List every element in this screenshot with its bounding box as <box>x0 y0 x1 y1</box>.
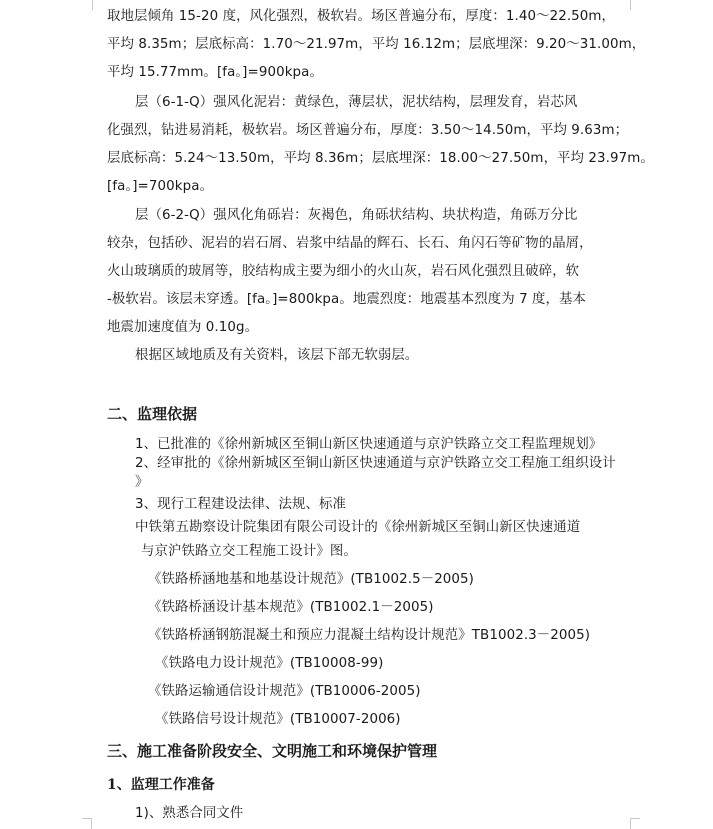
crop-mark-top-left <box>82 0 93 10</box>
paragraph-line: 较杂，包括砂、泥岩的岩石屑、岩浆中结晶的辉石、长石、角闪石等矿物的晶屑， <box>107 236 593 251</box>
crop-mark-bottom-left <box>82 818 92 829</box>
paragraph-line: 层（6-1-Q）强风化泥岩：黄绿色，薄层状，泥状结构，层理发育，岩芯风 <box>135 95 578 110</box>
basis-item: 3、现行工程建设法律、法规、标准 <box>135 497 346 512</box>
paragraph-line: 层底标高：5.24～13.50m，平均 8.36m；层底埋深：18.00～27.50m，平均 23.97m。 <box>107 151 654 166</box>
sub-heading: 1、监理工作准备 <box>107 777 215 793</box>
basis-item: 与京沪铁路立交工程施工设计》图。 <box>141 544 357 559</box>
basis-item: 1、已批准的《徐州新城区至铜山新区快速通道与京沪铁路立交工程监理规划》 <box>135 437 603 452</box>
paragraph-line: 层（6-2-Q）强风化角砾岩：灰褐色，角砾状结构、块状构造，角砾万分比 <box>135 208 578 223</box>
basis-item: 中铁第五勘察设计院集团有限公司设计的《徐州新城区至铜山新区快速通道 <box>135 520 581 535</box>
standard-item: 《铁路桥涵地基和地基设计规范》(TB1002.5－2005) <box>148 572 474 587</box>
basis-item: 》 <box>135 475 149 490</box>
crop-mark-bottom-right <box>630 818 640 829</box>
crop-mark-top-right <box>630 0 641 10</box>
paragraph-line: -极软岩。该层未穿透。[fa。]=800kpa。地震烈度：地震基本烈度为 7 度，基本 <box>107 292 587 307</box>
standard-item: 《铁路电力设计规范》(TB10008-99) <box>155 656 384 671</box>
paragraph-line: [fa。]=700kpa。 <box>107 179 213 194</box>
paragraph-line: 取地层倾角 15-20 度，风化强烈，极软岩。场区普遍分布，厚度：1.40～22.50m， <box>107 9 616 24</box>
basis-item: 2、经审批的《徐州新城区至铜山新区快速通道与京沪铁路立交工程施工组织设计 <box>135 456 616 471</box>
standard-item: 《铁路桥涵钢筋混凝土和预应力混凝土结构设计规范》TB1002.3－2005) <box>148 628 591 643</box>
paragraph-line: 化强烈，钻进易消耗，极软岩。场区普遍分布，厚度：3.50～14.50m，平均 9.63m； <box>107 123 629 138</box>
section-heading: 三、施工准备阶段安全、文明施工和环境保护管理 <box>107 742 438 760</box>
section-heading: 二、监理依据 <box>107 405 198 423</box>
list-item: 1)、熟悉合同文件 <box>135 806 244 821</box>
paragraph-line: 平均 8.35m；层底标高：1.70～21.97m，平均 16.12m；层底埋深：9.20～31.00m， <box>107 37 646 52</box>
standard-item: 《铁路运输通信设计规范》(TB10006-2005) <box>148 684 421 699</box>
paragraph-line: 地震加速度值为 0.10g。 <box>107 320 259 335</box>
paragraph-line: 根据区域地质及有关资料，该层下部无软弱层。 <box>135 348 419 363</box>
standard-item: 《铁路信号设计规范》(TB10007-2006) <box>155 712 401 727</box>
paragraph-line: 平均 15.77mm。[fa。]=900kpa。 <box>107 65 323 80</box>
standard-item: 《铁路桥涵设计基本规范》(TB1002.1－2005) <box>148 600 434 615</box>
paragraph-line: 火山玻璃质的玻屑等，胶结构成主要为细小的火山灰，岩石风化强烈且破碎，软 <box>107 264 580 279</box>
